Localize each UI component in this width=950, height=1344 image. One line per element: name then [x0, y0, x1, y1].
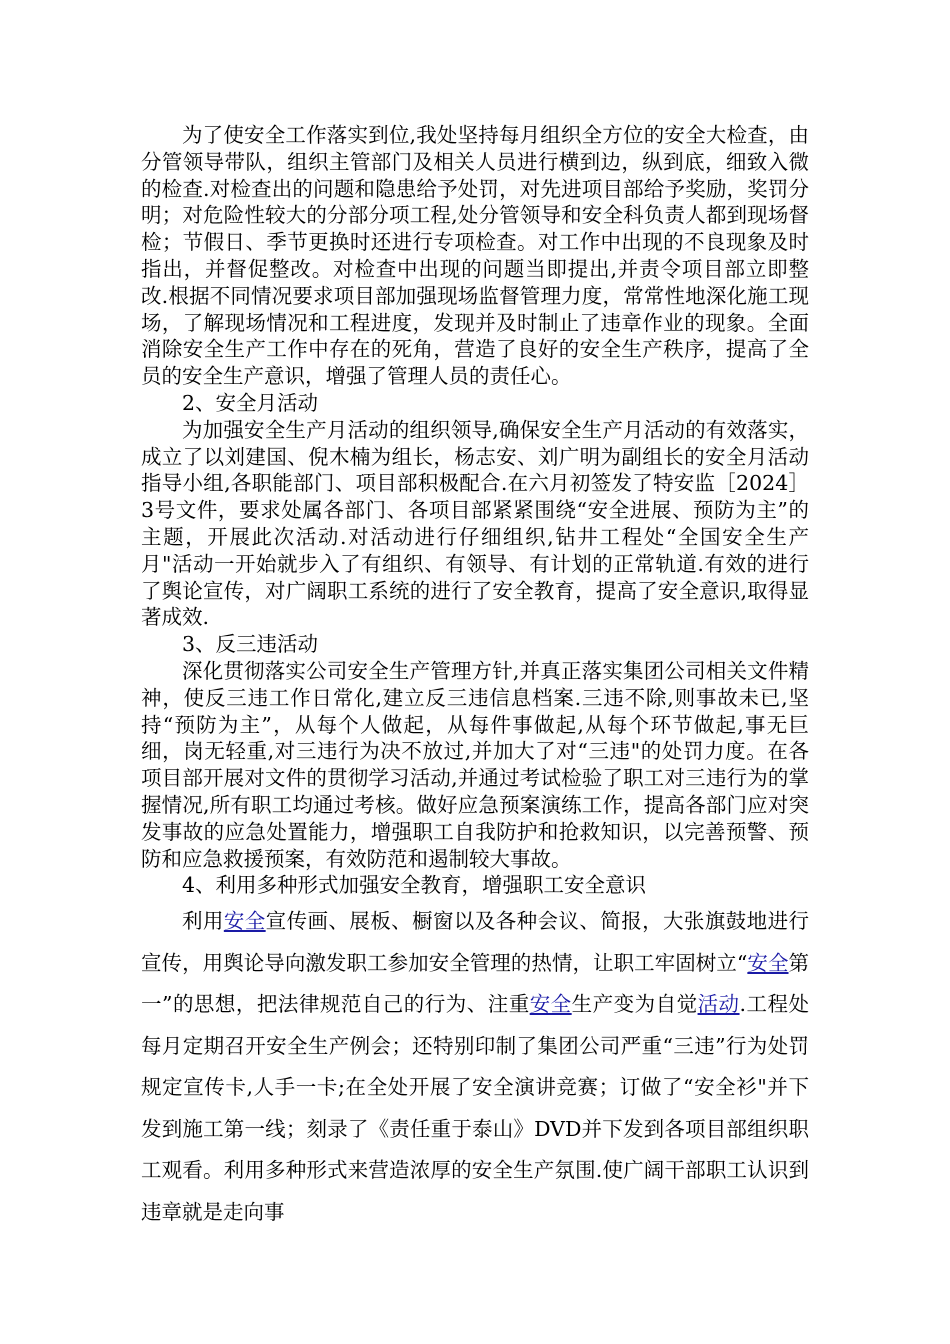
loose-section	[141, 901, 809, 1233]
text-segment: 宣传画、展板、橱窗以及各种会议、简报，大张旗鼓地进行宣传，用舆论导向激发职工参加安全管理的热情，让职工牢固树立“	[141, 909, 809, 975]
dense-section	[141, 122, 809, 899]
paragraph-safety-education	[141, 901, 809, 1233]
link-safety-3[interactable]: 安全	[529, 992, 572, 1017]
paragraph-safety-month: 为加强安全生产月活动的组织领导,确保安全生产月活动的有效落实，成立了以刘建国、倪木楠为组长，杨志安、刘广明为副组长的安全月活动指导小组,各职能部门、项目部积极配合.在六月初签发了特安监［2024］3号文件，要求处属各部门、各项目部紧紧围绕“安全进展、预防为主”的主题，开展此次活动.对活动进行仔细组织,钻井工程处“全国安全生产月"活动一开始就步入了有组织、有领导、有计划的正常轨道.有效的进行了舆论宣传，对广阔职工系统的进行了安全教育，提高了安全意识,取得显著成效.	[141, 417, 809, 630]
text-segment: 第一”的思想，把法律规范自己的行为、注重	[141, 950, 810, 1017]
heading-safety-education: 4、利用多种形式加强安全教育，增强职工安全意识	[182, 873, 647, 898]
link-safety-1[interactable]: 安全	[223, 909, 266, 934]
paragraph-inspection: 为了使安全工作落实到位,我处坚持每月组织全方位的安全大检查，由分管领导带队，组织主管部门及相关人员进行横到边，纵到底，细致入微的检查.对检查出的问题和隐患给予处罚，对先进项目部给予奖励，奖罚分明；对危险性较大的分部分项工程,处分管领导和安全科负责人都到现场督检；节假日、季节更换时还进行专项检查。对工作中出现的不良现象及时指出，并督促整改。对检查中出现的问题当即提出,并责令项目部立即整改.根据不同情况要求项目部加强现场监督管理力度，常常性地深化施工现场，了解现场情况和工程进度，发现并及时制止了违章作业的现象。全面消除安全生产工作中存在的死角，营造了良好的安全生产秩序，提高了全员的安全生产意识，增强了管理人员的责任心。	[141, 123, 809, 389]
text-segment: 利用	[182, 909, 224, 934]
heading-anti-violation: 3、反三违活动	[182, 632, 319, 657]
text-segment: 生产变为自觉	[571, 992, 698, 1017]
text-segment: .工程处每月定期召开安全生产例会；还特别印制了集团公司严重“三违”行为处罚规定宣传卡,人手一卡;在全处开展了安全演讲竞赛；订做了“安全衫"并下发到施工第一线；刻录了《责任重于泰山》DVD并下发到各项目部组织职工观看。利用多种形式来营造浓厚的安全生产氛围.使广阔干部职工认识到违章就是走向事	[141, 992, 809, 1224]
heading-safety-month: 2、安全月活动	[182, 390, 319, 415]
document-page	[141, 122, 809, 1233]
paragraph-anti-violation: 深化贯彻落实公司安全生产管理方针,并真正落实集团公司相关文件精神，使反三违工作日常化,建立反三违信息档案.三违不除,则事故未已,坚持“预防为主”，从每个人做起，从每件事做起,从每个环节做起,事无巨细，岗无轻重,对三违行为决不放过,并加大了对“三违"的处罚力度。在各项目部开展对文件的贯彻学习活动,并通过考试检验了职工对三违行为的掌握情况,所有职工均通过考核。做好应急预案演练工作，提高各部门应对突发事故的应急处置能力，增强职工自我防护和抢救知识，以完善预警、预防和应急救援预案，有效防范和遏制较大事故。	[141, 658, 809, 871]
link-safety-2[interactable]: 安全	[747, 950, 789, 975]
link-activity[interactable]: 活动	[697, 992, 740, 1017]
